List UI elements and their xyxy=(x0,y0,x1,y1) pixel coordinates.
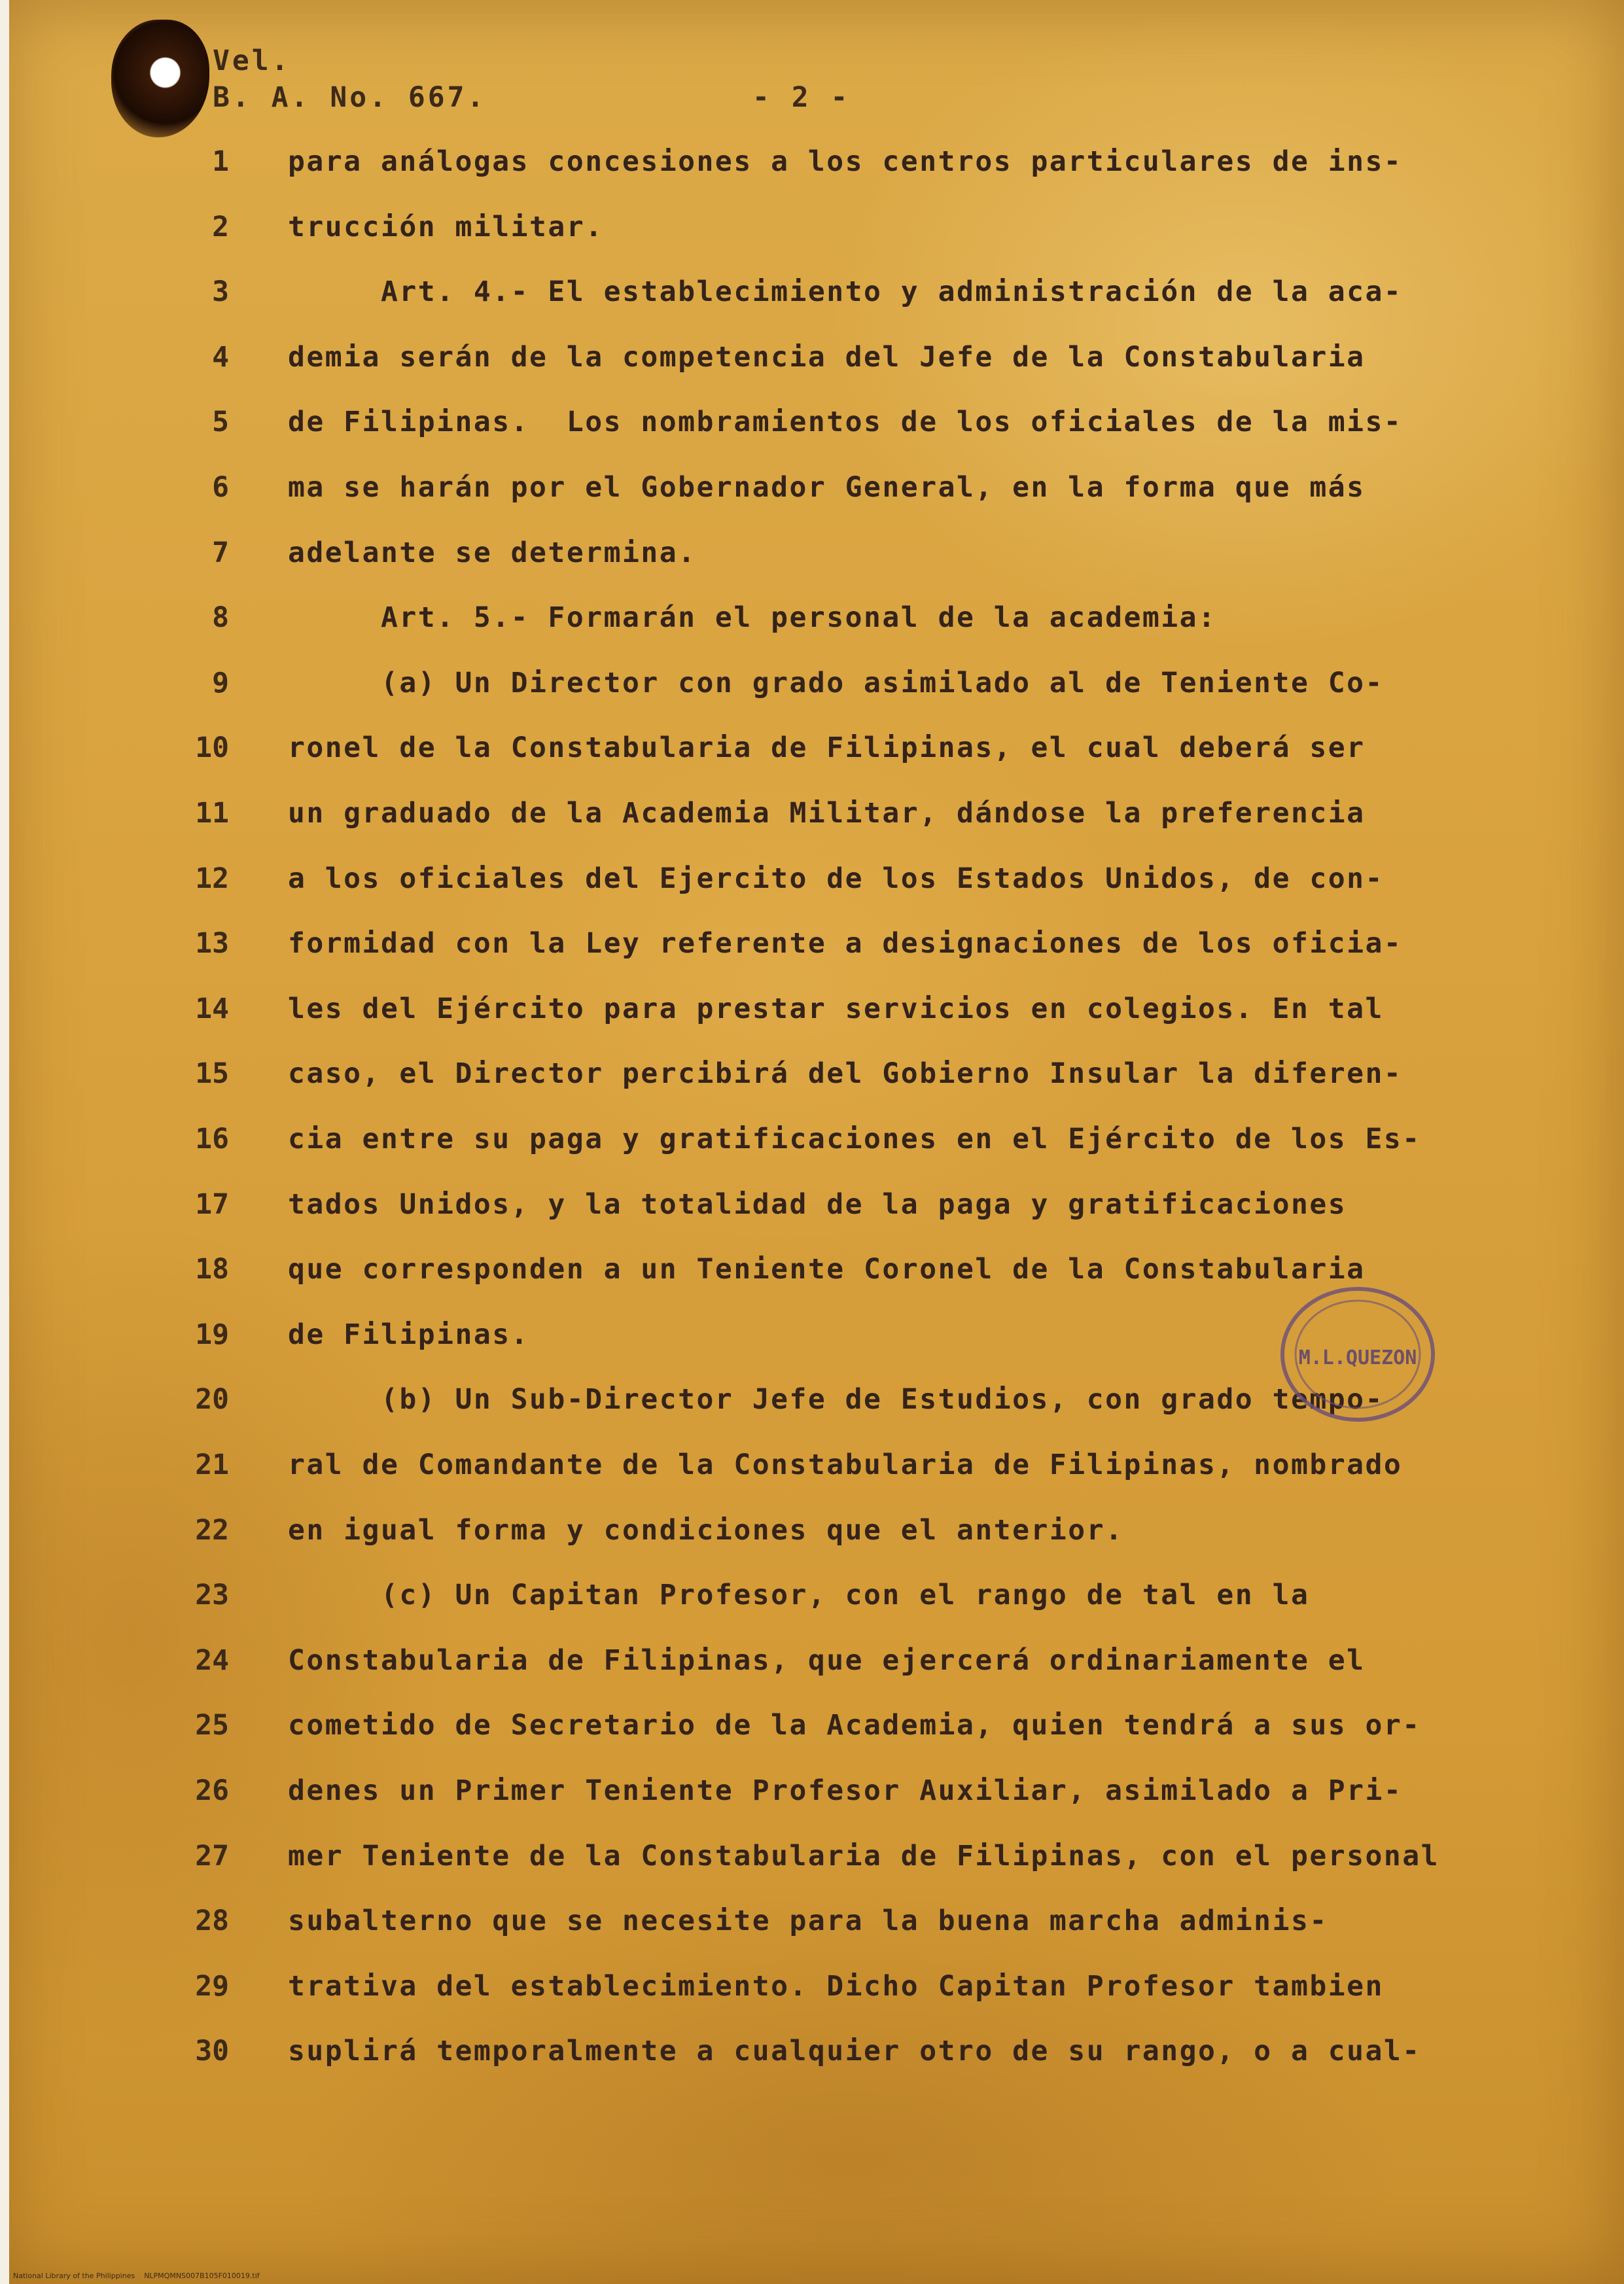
line-number: 9 xyxy=(212,667,229,699)
line-text: en igual forma y condiciones que el anterior. xyxy=(288,1514,1124,1547)
line-text: Art. 5.- Formarán el personal de la academia: xyxy=(288,601,1217,634)
line-text: Constabularia de Filipinas, que ejercerá ordinariamente el xyxy=(288,1644,1366,1677)
line-number: 4 xyxy=(212,341,229,374)
line-number: 15 xyxy=(195,1057,229,1090)
line-number: 28 xyxy=(195,1905,229,1937)
line-text: que corresponden a un Teniente Coronel de la Constabularia xyxy=(288,1253,1366,1286)
line-number: 6 xyxy=(212,471,229,504)
line-text: formidad con la Ley referente a designaciones de los oficia- xyxy=(288,927,1403,960)
line-text: (a) Un Director con grado asimilado al de Teniente Co- xyxy=(288,667,1384,699)
line-text: de Filipinas. Los nombramientos de los oficiales de la mis- xyxy=(288,406,1403,438)
line-text: a los oficiales del Ejercito de los Estados Unidos, de con- xyxy=(288,862,1384,895)
line-text: les del Ejército para prestar servicios en colegios. En tal xyxy=(288,993,1384,1025)
line-text: cia entre su paga y gratificaciones en el Ejército de los Es- xyxy=(288,1123,1421,1155)
line-number: 14 xyxy=(195,993,229,1025)
line-number: 18 xyxy=(195,1253,229,1286)
line-number: 26 xyxy=(195,1774,229,1807)
line-number: 23 xyxy=(195,1579,229,1611)
line-text: un graduado de la Academia Militar, dándose la preferencia xyxy=(288,797,1366,830)
line-text: mer Teniente de la Constabularia de Filipinas, con el personal xyxy=(288,1840,1440,1872)
line-text: tados Unidos, y la totalidad de la paga y gratificaciones xyxy=(288,1188,1347,1221)
line-number: 16 xyxy=(195,1123,229,1155)
line-text: ral de Comandante de la Constabularia de Filipinas, nombrado xyxy=(288,1449,1403,1481)
ink-burn-mark xyxy=(111,20,209,137)
line-text: caso, el Director percibirá del Gobierno Insular la diferen- xyxy=(288,1057,1403,1090)
header-initials: Vel. xyxy=(213,44,291,77)
line-number: 5 xyxy=(212,406,229,438)
line-number: 11 xyxy=(195,797,229,830)
line-number: 24 xyxy=(195,1644,229,1677)
line-number: 25 xyxy=(195,1709,229,1742)
line-text: trucción militar. xyxy=(288,211,604,243)
line-number: 3 xyxy=(212,275,229,308)
line-text: cometido de Secretario de la Academia, quien tendrá a sus or- xyxy=(288,1709,1421,1742)
line-number: 12 xyxy=(195,862,229,895)
header-bill-ref: B. A. No. 667. xyxy=(213,81,487,114)
line-text: ronel de la Constabularia de Filipinas, el cual deberá ser xyxy=(288,731,1366,764)
line-number: 10 xyxy=(195,731,229,764)
line-number: 7 xyxy=(212,536,229,569)
line-number: 29 xyxy=(195,1970,229,2003)
line-number: 2 xyxy=(212,211,229,243)
archive-stamp xyxy=(1276,1282,1439,1426)
scan-edge xyxy=(0,0,9,2284)
line-text: subalterno que se necesite para la buena marcha adminis- xyxy=(288,1905,1328,1937)
line-text: trativa del establecimiento. Dicho Capitan Profesor tambien xyxy=(288,1970,1384,2003)
line-number: 22 xyxy=(195,1514,229,1547)
line-text: suplirá temporalmente a cualquier otro de su rango, o a cual- xyxy=(288,2035,1421,2067)
line-number: 20 xyxy=(195,1383,229,1416)
line-text: de Filipinas. xyxy=(288,1318,530,1351)
line-number: 21 xyxy=(195,1449,229,1481)
line-text: adelante se determina. xyxy=(288,536,697,569)
line-number: 8 xyxy=(212,601,229,634)
line-text: demia serán de la competencia del Jefe de la Constabularia xyxy=(288,341,1366,374)
line-text: para análogas concesiones a los centros particulares de ins- xyxy=(288,145,1403,178)
line-number: 27 xyxy=(195,1840,229,1872)
line-number: 17 xyxy=(195,1188,229,1221)
line-text: denes un Primer Teniente Profesor Auxiliar, asimilado a Pri- xyxy=(288,1774,1403,1807)
line-number: 1 xyxy=(212,145,229,178)
stamp-label: M.L.QUEZON xyxy=(1298,1346,1417,1369)
line-text: (b) Un Sub-Director Jefe de Estudios, con grado tempo- xyxy=(288,1383,1384,1416)
header-page-number: - 2 - xyxy=(752,81,851,114)
line-text: ma se harán por el Gobernador General, en la forma que más xyxy=(288,471,1366,504)
line-number: 13 xyxy=(195,927,229,960)
line-text: (c) Un Capitan Profesor, con el rango de tal en la xyxy=(288,1579,1310,1611)
footer-caption: National Library of the Philippines NLPMQMNS007B105F010019.tif xyxy=(13,2272,260,2280)
line-text: Art. 4.- El establecimiento y administración de la aca- xyxy=(288,275,1403,308)
line-number: 30 xyxy=(195,2035,229,2067)
line-number: 19 xyxy=(195,1318,229,1351)
